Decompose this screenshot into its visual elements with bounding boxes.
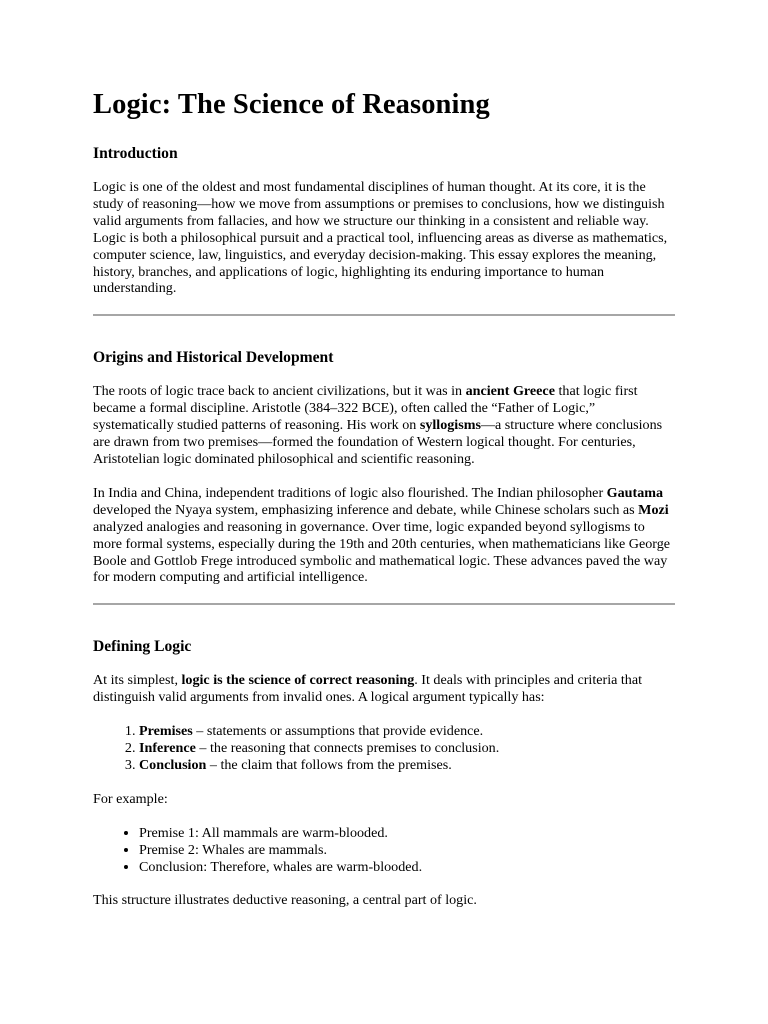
- list-item: [139, 757, 675, 774]
- list-desc: – statements or assumptions that provide evidence.: [192, 723, 484, 740]
- bold-term: ancient Greece: [465, 383, 555, 400]
- list-term: Premises: [139, 723, 193, 740]
- defining-heading: Defining Logic: [93, 638, 192, 656]
- text: developed the Nyaya system, emphasizing inference and debate, while Chinese scholars such as: [93, 501, 639, 518]
- example-intro: For example:: [93, 790, 168, 807]
- text: The roots of logic trace back to ancient civilizations, but it was in: [93, 383, 466, 400]
- document-page: [93, 82, 675, 909]
- bold-term: logic is the science of correct reasoning: [181, 672, 415, 689]
- list-desc: – the claim that follows from the premises.: [206, 756, 452, 773]
- list-term: Conclusion: [139, 756, 207, 773]
- text: At its simplest,: [93, 672, 182, 689]
- argument-components-list: [93, 723, 675, 774]
- list-desc: – the reasoning that connects premises to conclusion.: [195, 740, 500, 757]
- text: —a structure where conclusions are drawn from two premises—formed the foundation of Western logical thought. For centuries, Aristotelian logic dominated philosophical and scientific reasoning.: [93, 417, 663, 467]
- origins-paragraph-1: [93, 383, 675, 468]
- example-list: [93, 825, 675, 876]
- list-item: • Premise 2: Whales are mammals.: [139, 842, 675, 859]
- list-item: • Conclusion: Therefore, whales are warm-blooded.: [139, 859, 675, 876]
- intro-heading: Introduction: [93, 145, 178, 162]
- list-item: [139, 723, 675, 740]
- bold-term: syllogisms: [419, 417, 481, 434]
- list-term: Inference: [139, 740, 196, 757]
- defining-paragraph: [93, 672, 675, 706]
- bold-term: Mozi: [638, 501, 669, 518]
- origins-heading: Origins and Historical Development: [93, 349, 334, 367]
- intro-paragraph: Logic is one of the oldest and most fundamental disciplines of human thought. At its core, it is the study of reasoning—how we move from assumptions or premises to conclusions, how we distinguish valid arguments from fallacies, and how we structure our thinking in a consistent and reliable way. Logic is both a philosophical pursuit and a practical tool, influencing areas as diverse as mathematics, computer science, law, linguistics, and everyday decision-making. This essay explores the meaning, history, branches, and applications of logic, highlighting its enduring importance to human understanding.: [93, 179, 668, 297]
- page-title: Logic: The Science of Reasoning: [93, 89, 490, 120]
- text: In India and China, independent traditions of logic also flourished. The Indian philosopher: [93, 484, 607, 501]
- text: analyzed analogies and reasoning in governance. Over time, logic expanded beyond syllogisms to more formal systems, especially during the 19th and 20th centuries, when mathematicians like George Boole and Gottlob Frege introduced symbolic and mathematical logic. These advances paved the way for modern computing and artificial intelligence.: [93, 518, 671, 586]
- list-item: • Premise 1: All mammals are warm-blooded.: [139, 825, 675, 842]
- text: . It deals with principles and criteria that distinguish valid arguments from invalid ones. A logical argument typically has:: [93, 672, 643, 706]
- closing-paragraph: This structure illustrates deductive reasoning, a central part of logic.: [93, 892, 477, 909]
- text: that logic first became a formal discipline. Aristotle (384–322 BCE), often called the “Father of Logic,” systematically studied patterns of reasoning. His work on: [93, 383, 638, 434]
- list-item: [139, 740, 675, 757]
- bold-term: Gautama: [606, 484, 664, 501]
- origins-paragraph-2: [93, 485, 675, 586]
